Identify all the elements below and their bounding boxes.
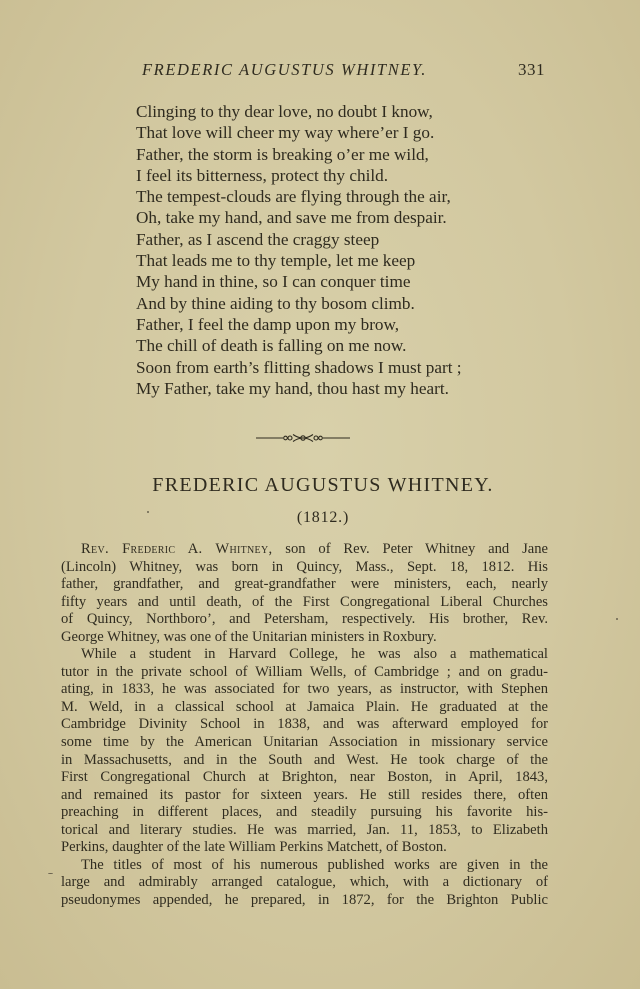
poem-line: Soon from earth’s flitting shadows I must part ; (136, 357, 462, 377)
paper-speck (48, 873, 53, 874)
poem-line: My hand in thine, so I can conquer time (136, 272, 411, 292)
poem-line: I feel its bitterness, protect thy child. (136, 165, 389, 185)
text-line: Rev. Frederic A. Whitney, son of Rev. Peter Whitney and Jane (81, 541, 548, 557)
text-line: (Lincoln) Whitney, was born in Quincy, Mass., Sept. 18, 1812. His (61, 558, 548, 575)
paper-speck (616, 618, 618, 620)
page-number: 331 (518, 60, 545, 79)
text-line: Cambridge Divinity School in 1838, and was afterward employed for (61, 716, 548, 733)
biography-text (61, 541, 548, 909)
text-line: The titles of most of his numerous published works are given in the (81, 856, 548, 873)
running-header-title: FREDERIC AUGUSTUS WHITNEY. (142, 60, 427, 79)
divider-ornament-icon (256, 432, 350, 444)
text-line: preaching in different places, and steadily pursuing his favorite his- (61, 804, 548, 821)
text-line: M. Weld, in a classical school at Jamaica Plain. He graduated at the (61, 698, 548, 715)
section-title: FREDERIC AUGUSTUS WHITNEY. (152, 474, 494, 496)
paragraph (61, 646, 548, 857)
text-line: in Massachusetts, and in the South and West. He took charge of the (61, 751, 548, 768)
running-header (0, 60, 640, 84)
poem (136, 101, 556, 399)
text-line: of Quincy, Northboro’, and Petersham, respectively. His brother, Rev. (61, 611, 548, 628)
poem-line: Father, I feel the damp upon my brow, (136, 314, 400, 334)
poem-line: Clinging to thy dear love, no doubt I know, (136, 102, 433, 121)
poem-line: The chill of death is falling on me now. (136, 336, 407, 356)
text-line: pseudonymes appended, he prepared, in 1872, for the Brighton Public (61, 891, 548, 908)
poem-line: That love will cheer my way where’er I go. (136, 123, 435, 143)
text-line: father, grandfather, and great-grandfather were ministers, each, nearly (61, 576, 548, 593)
poem-line: The tempest-clouds are flying through the air, (136, 187, 451, 207)
paragraph (61, 857, 548, 910)
text-line: and remained its pastor for sixteen years. He still resides there, often (61, 786, 548, 803)
poem-line: Father, as I ascend the craggy steep (136, 229, 380, 249)
poem-line: Father, the storm is breaking o’er me wild, (136, 144, 429, 164)
poem-line: And by thine aiding to thy bosom climb. (136, 293, 415, 313)
text-line: While a student in Harvard College, he was also a mathematical (81, 646, 548, 663)
text-line: tutor in the private school of William Wells, of Cambridge ; and on gradu- (61, 663, 548, 680)
poem-line: That leads me to thy temple, let me keep (136, 251, 416, 271)
text-line: some time by the American Unitarian Association in missionary service (61, 734, 548, 751)
poem-line: My Father, take my hand, thou hast my heart. (136, 378, 449, 398)
section-date: (1812.) (296, 509, 350, 526)
paragraph (61, 541, 548, 646)
text-line: George Whitney, was one of the Unitarian ministers in Roxbury. (61, 628, 437, 645)
text-line: large and admirably arranged catalogue, which, with a dictionary of (61, 874, 548, 891)
text-line: Perkins, daughter of the late William Perkins Matchett, of Boston. (61, 839, 447, 856)
poem-line: Oh, take my hand, and save me from despair. (136, 208, 447, 228)
text-line: torical and literary studies. He was married, Jan. 11, 1853, to Elizabeth (61, 821, 548, 838)
text-line: fifty years and until death, of the First Congregational Liberal Churches (61, 593, 548, 610)
lead-name: Rev. Frederic A. Whitney, (81, 541, 273, 557)
text-line: First Congregational Church at Brighton, near Boston, in April, 1843, (61, 769, 548, 786)
text-line: ating, in 1833, he was associated for two years, as instructor, with Stephen (61, 681, 548, 698)
paper-speck (147, 511, 149, 513)
